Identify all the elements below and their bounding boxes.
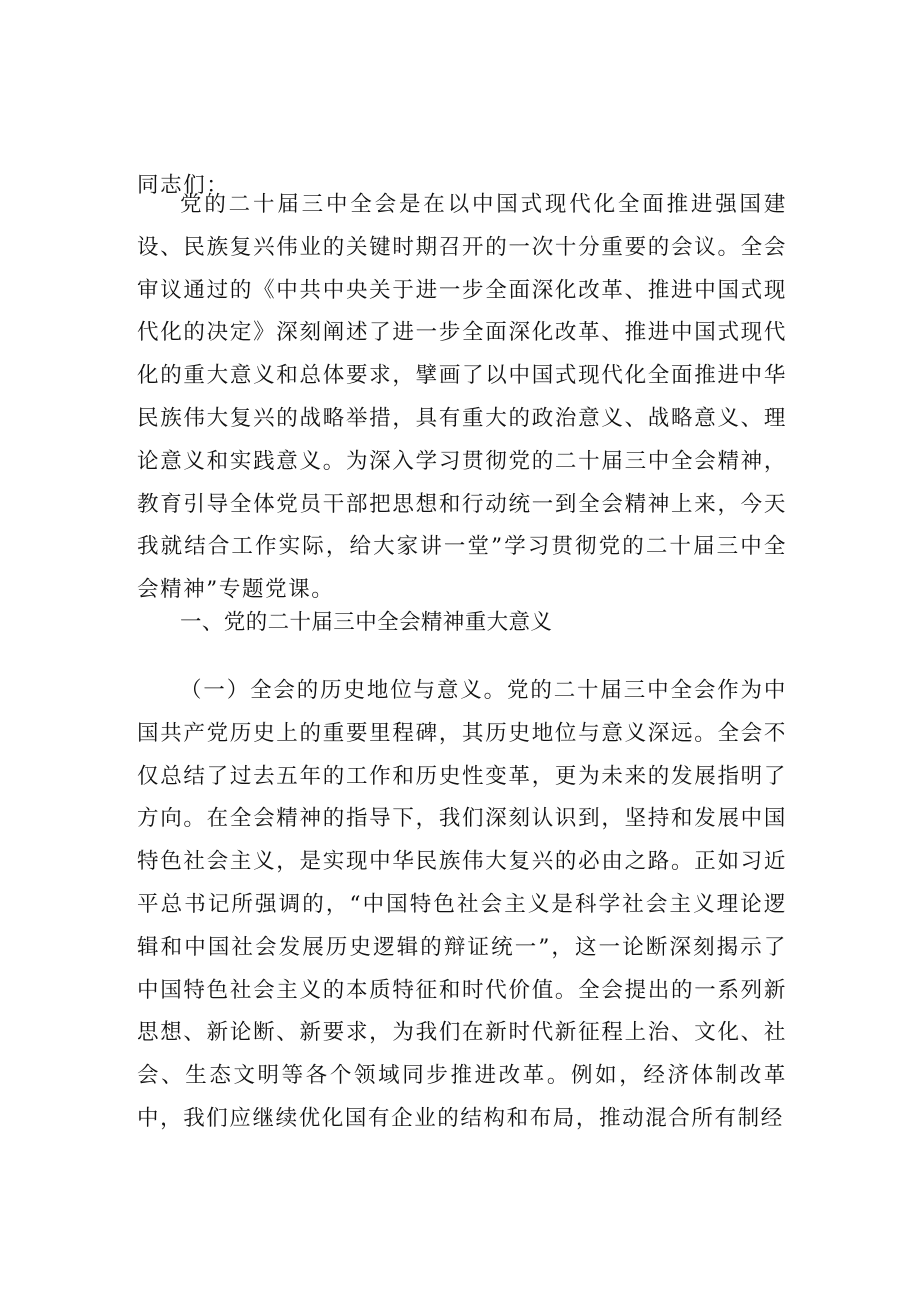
subsection-title: （一）全会的历史地位与意义。 (180, 678, 507, 703)
subsection-paragraph (137, 670, 787, 1141)
salutation: 同志们： (137, 173, 230, 198)
intro-paragraph: 党的二十届三中全会是在以中国式现代化全面推进强国建设、民族复兴伟业的关键时期召开的一次十分重要的会议。全会审议通过的《中共中央关于进一步全面深化改革、推进中国式现代化的决定》深刻阐述了进一步全面深化改革、推进中国式现代化的重大意义和总体要求，擘画了以中国式现代化全面推进中华民族伟大复兴的战略举措，具有重大的政治意义、战略意义、理论意义和实践意义。为深入学习贯彻党的二十届三中全会精神，教育引导全体党员干部把思想和行动统一到全会精神上来，今天我就结合工作实际，给大家讲一堂”学习贯彻党的二十届三中全会精神”专题党课。 (137, 192, 787, 603)
section-heading: 一、党的二十届三中全会精神重大意义 (180, 610, 553, 635)
subsection-body: 党的二十届三中全会作为中国共产党历史上的重要里程碑，其历史地位与意义深远。全会不仅总结了过去五年的工作和历史性变革，更为未来的发展指明了方向。在全会精神的指导下，我们深刻认识到，坚持和发展中国特色社会主义，是实现中华民族伟大复兴的必由之路。正如习近平总书记所强调的，“中国特色社会主义是科学社会主义理论逻辑和中国社会发展历史逻辑的辩证统一”，这一论断深刻揭示了中国特色社会主义的本质特征和时代价值。全会提出的一系列新思想、新论断、新要求，为我们在新时代新征程上治、文化、社会、生态文明等各个领域同步推进改革。例如，经济体制改革中，我们应继续优化国有企业的结构和布局，推动混合所有制经 (137, 678, 787, 1131)
